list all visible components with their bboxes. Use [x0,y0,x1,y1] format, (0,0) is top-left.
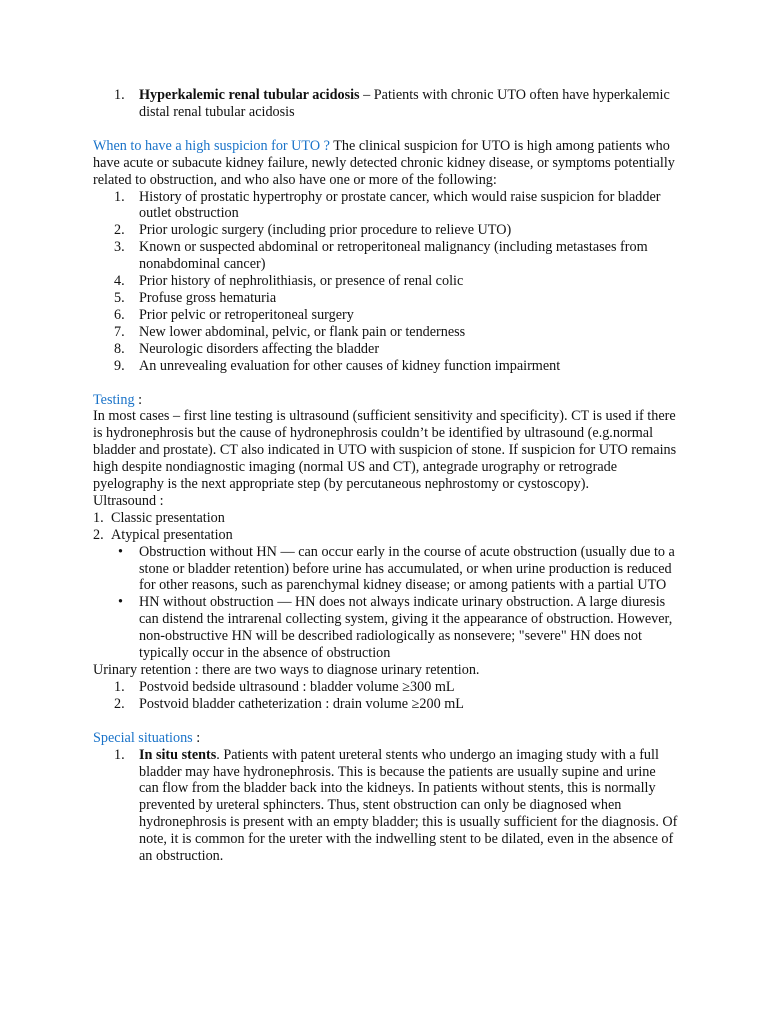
list-item [93,273,678,290]
list-number: 7. [114,323,125,340]
list-number: 8. [114,340,125,357]
ultrasound-list-item [93,510,678,527]
retention-label: Urinary retention : there are two ways to diagnose urinary retention. [93,662,480,678]
suspicion-heading: When to have a high suspicion for UTO ? [93,137,330,154]
spacer [93,121,678,138]
retention-list-item [93,679,678,696]
list-number: 2. [114,695,125,712]
special-term: In situ stents [139,746,217,763]
bullet-icon: • [118,594,123,611]
list-item-text: Neurologic disorders affecting the bladder [139,340,380,357]
list-number: 1. [114,87,125,103]
list-item-text: An unrevealing evaluation for other causes of kidney function impairment [139,357,561,374]
suspicion-list [93,189,678,375]
testing-paragraph: In most cases – first line testing is ultrasound (sufficient sensitivity and specificity). CT is used if there is hydronephrosis but the cause of hydronephrosis couldn’t be identified by ultrasound (e.g.normal bladder and prostate). CT also indicated in UTO with suspicion of stone. If suspicion for UTO remains high despite nondiagnostic imaging (normal US and CT), antegrade urography or retrograde pyelography is the next appropriate step (by percutaneous nephrostomy or cystoscopy). [93,408,677,493]
special-heading: Special situations [93,729,193,746]
testing-heading-line [93,392,678,409]
bullet-item [93,594,678,662]
spacer [93,713,678,730]
list-number: 1. [114,746,125,763]
list-item-text: Prior history of nephrolithiasis, or presence of renal colic [139,273,464,290]
ultrasound-label: Ultrasound : [93,492,164,509]
rta-description: – Patients with chronic UTO often have hyperkalemic distal renal tubular acidosis [139,87,670,120]
rta-list-item [93,87,678,121]
document-page [93,87,678,865]
list-number: 6. [114,306,125,323]
special-description: . Patients with patent ureteral stents who undergo an imaging study with a full bladder may have hydronephrosis. This is because the patients are usually supine and urine can flow from the bladder back into the kidneys. In patients without stents, this is normally prevented by ureteral sphincters. Thus, stent obstruction can only be diagnosed when hydronephrosis is present with an empty bladder; this is usually sufficient for the diagnosis. Of note, it is common for the ureter with the indwelling stent to be dilated, even in the absence of an obstruction. [139,746,678,865]
list-number: 1. [93,509,104,526]
bullet-text: HN without obstruction — HN does not always indicate urinary obstruction. A large diuresis can distend the intrarenal collecting system, giving it the appearance of obstruction. However, non-obstructive HN will be described radiologically as nonsevere; "severe" HN does not typically occur in the absence of obstruction [139,594,673,662]
list-item-text: Postvoid bedside ultrasound : bladder volume ≥300 mL [139,678,455,695]
spacer [93,375,678,392]
list-item [93,341,678,358]
list-item [93,239,678,273]
list-item [93,189,678,223]
list-number: 3. [114,239,125,256]
list-item-text: Atypical presentation [111,526,233,543]
special-colon: : [192,729,201,746]
list-item-text: Known or suspected abdominal or retroperitoneal malignancy (including metastases from nonabdominal cancer) [139,239,648,273]
suspicion-intro: The clinical suspicion for UTO is high among patients who have acute or subacute kidney failure, newly detected chronic kidney disease, or symptoms potentially related to obstruction, and who also have one or more of the following: [93,137,675,188]
list-number: 1. [114,678,125,695]
suspicion-paragraph [93,138,678,189]
list-item-text: New lower abdominal, pelvic, or flank pain or tenderness [139,323,466,340]
rta-term: Hyperkalemic renal tubular acidosis [139,87,360,103]
list-number: 9. [114,357,125,374]
list-item-text: Postvoid bladder catheterization : drain volume ≥200 mL [139,695,464,712]
retention-list-item [93,696,678,713]
list-item-text: Prior urologic surgery (including prior procedure to relieve UTO) [139,222,512,239]
list-item [93,324,678,341]
list-item [93,290,678,307]
list-number: 1. [114,188,125,205]
list-item-text: Prior pelvic or retroperitoneal surgery [139,306,354,323]
bullet-item [93,544,678,595]
list-number: 2. [114,222,125,239]
list-item-text: History of prostatic hypertrophy or prostate cancer, which would raise suspicion for bladder outlet obstruction [139,188,661,222]
special-list-item [93,747,678,865]
list-number: 5. [114,289,125,306]
list-item [93,358,678,375]
bullet-icon: • [118,543,123,560]
special-heading-line [93,730,678,747]
list-number: 4. [114,273,125,290]
ultrasound-list-item [93,527,678,544]
bullet-text: Obstruction without HN — can occur early in the course of acute obstruction (usually due to a stone or bladder retention) before urine has accumulated, or when urine production is reduced for other reasons, such as parenchymal kidney disease; or among patients with a partial UTO [139,543,675,594]
list-item-text: Classic presentation [111,509,225,526]
testing-heading: Testing [93,391,135,408]
testing-colon: : [134,391,143,408]
list-item-text: Profuse gross hematuria [139,289,277,306]
list-item [93,307,678,324]
list-number: 2. [93,526,104,543]
list-item [93,222,678,239]
